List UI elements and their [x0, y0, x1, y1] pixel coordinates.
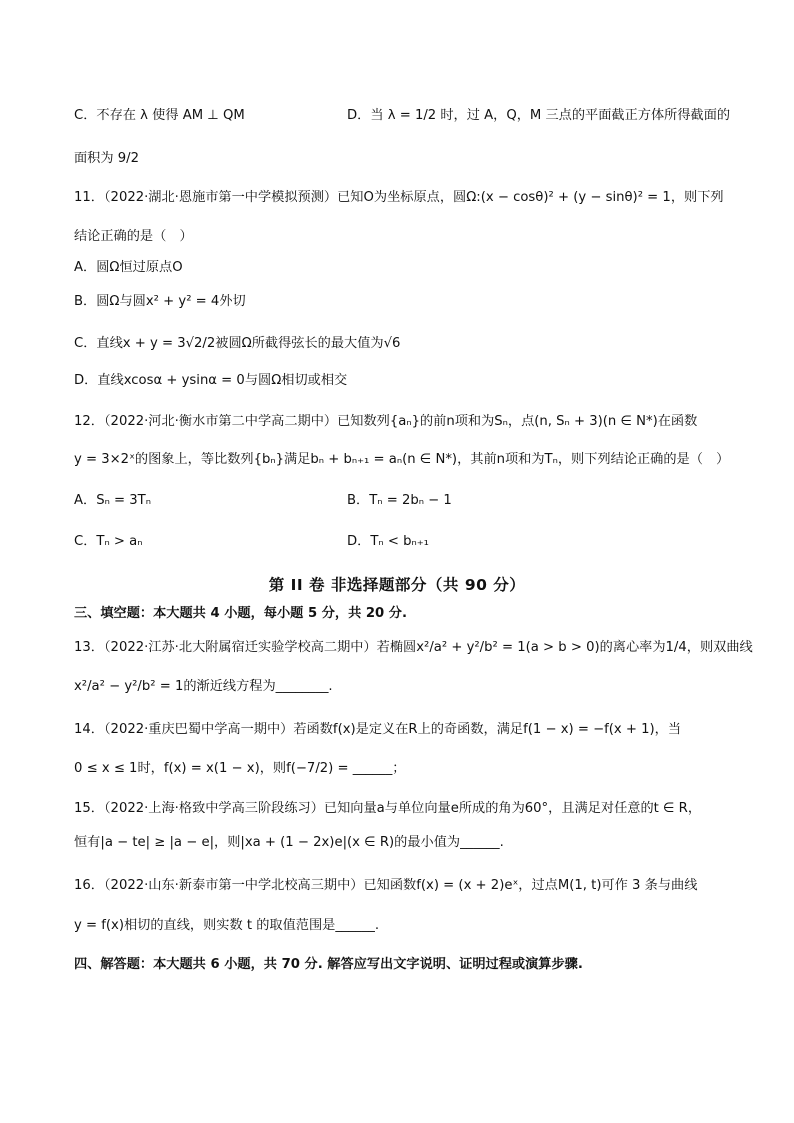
q12-option-a: A．Sₙ = 3Tₙ [74, 493, 151, 508]
q14-line: 14．（2022·重庆巴蜀中学高一期中）若函数f(x)是定义在R上的奇函数，满足f(1 − x) = −f(x + 1)，当 [74, 722, 682, 737]
section-heading-fill-in: 三、填空题：本大题共 4 小题，每小题 5 分，共 20 分. [74, 606, 408, 621]
q11-option-d: D．直线xcosα + ysinα = 0与圆Ω相切或相交 [74, 373, 348, 388]
q10-option-d-continued: 面积为 9/2 [74, 151, 139, 166]
q15-line: 15．（2022·上海·格致中学高三阶段练习）已知向量a与单位向量e所成的角为60°，且满足对任意的t ∈ R， [74, 801, 702, 816]
q10-option-d: D．当 λ = 1/2 时，过 A，Q，M 三点的平面截正方体所得截面的 [347, 108, 731, 123]
q11-option-c: C．直线x + y = 3√2/2被圆Ω所截得弦长的最大值为√6 [74, 336, 401, 351]
q13-line: 13．（2022·江苏·北大附属宿迁实验学校高二期中）若椭圆x²/a² + y²/b² = 1(a > b > 0)的离心率为1/4，则双曲线 [74, 640, 753, 655]
q10-option-c: C．不存在 λ 使得 AM ⊥ QM [74, 108, 245, 123]
q12-stem-cont: y = 3×2ˣ的图象上，等比数列{bₙ}满足bₙ + bₙ₊₁ = aₙ(n ∈ N*)，其前n项和为Tₙ，则下列结论正确的是（ ） [74, 452, 730, 467]
q11-option-a: A．圆Ω恒过原点O [74, 260, 183, 275]
volume-title: 第 II 卷 非选择题部分（共 90 分） [268, 576, 526, 594]
q16-line: 16．（2022·山东·新泰市第一中学北校高三期中）已知函数f(x) = (x + 2)eˣ，过点M(1, t)可作 3 条与曲线 [74, 878, 698, 893]
q14-line-cont: 0 ≤ x ≤ 1时，f(x) = x(1 − x)，则f(−7/2) = ______； [74, 761, 406, 776]
q12-stem: 12．（2022·河北·衡水市第二中学高二期中）已知数列{aₙ}的前n项和为Sₙ，点(n, Sₙ + 3)(n ∈ N*)在函数 [74, 414, 698, 429]
q11-stem-cont: 结论正确的是（ ） [74, 229, 193, 244]
q13-line-cont: x²/a² − y²/b² = 1的渐近线方程为________. [74, 679, 333, 694]
section-heading-solutions: 四、解答题：本大题共 6 小题，共 70 分. 解答应写出文字说明、证明过程或演算步骤. [74, 957, 583, 972]
q11-stem: 11．（2022·湖北·恩施市第一中学模拟预测）已知O为坐标原点，圆Ω:(x − cosθ)² + (y − sinθ)² = 1，则下列 [74, 190, 724, 205]
q12-option-b: B．Tₙ = 2bₙ − 1 [347, 493, 452, 508]
q12-option-c: C．Tₙ > aₙ [74, 534, 143, 549]
q15-line-cont: 恒有|a − te| ≥ |a − e|，则|xa + (1 − 2x)e|(x ∈ R)的最小值为______. [74, 835, 504, 850]
q12-option-d: D．Tₙ < bₙ₊₁ [347, 534, 429, 549]
q11-option-b: B．圆Ω与圆x² + y² = 4外切 [74, 294, 246, 309]
q16-line-cont: y = f(x)相切的直线，则实数 t 的取值范围是______. [74, 918, 380, 933]
